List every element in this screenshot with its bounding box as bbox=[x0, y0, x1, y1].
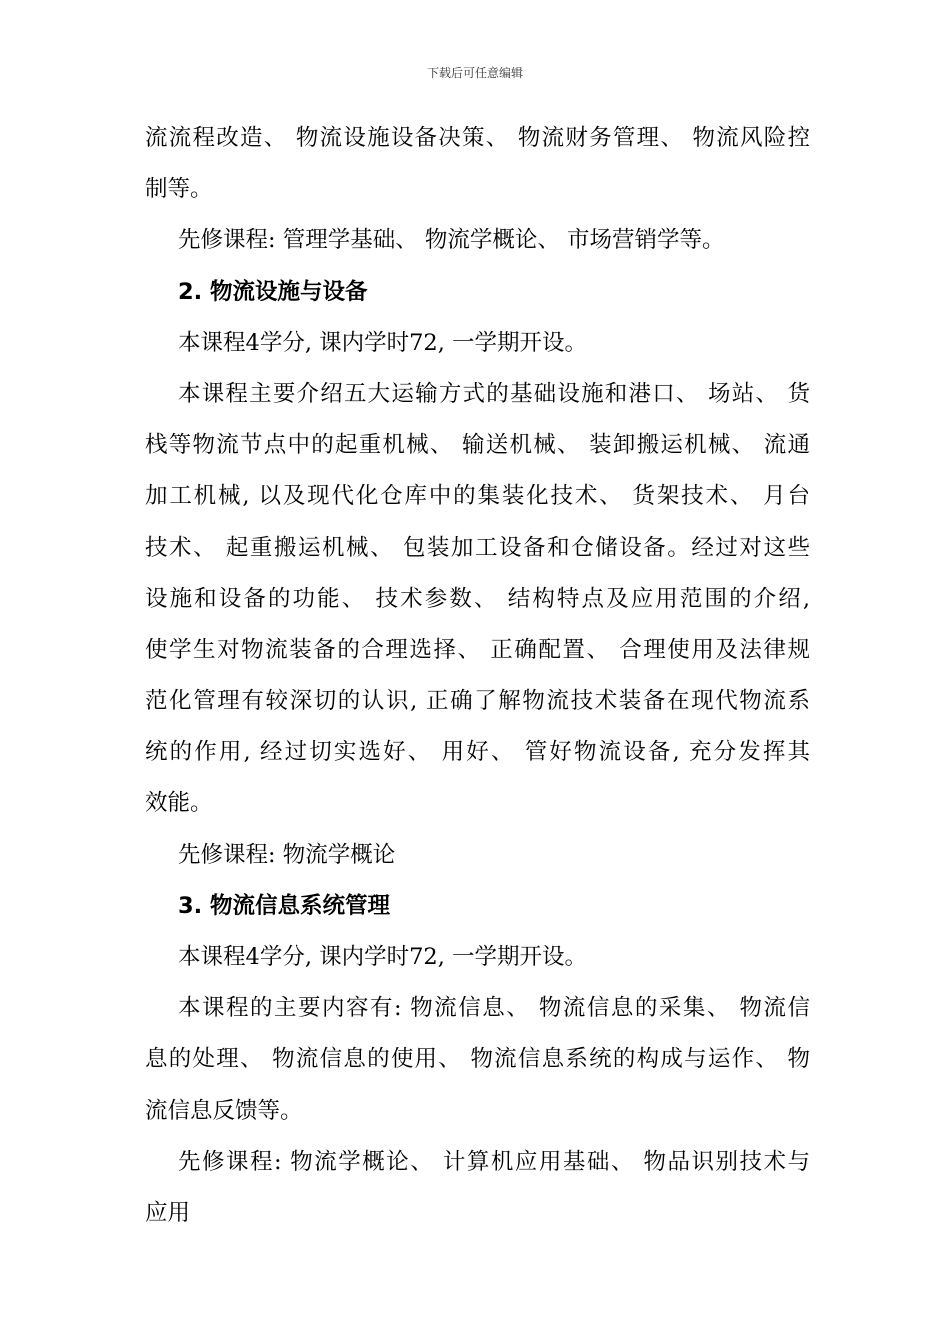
paragraph-line: 范化管理有较深切的认识, 正确了解物流技术装备在现代物流系 bbox=[145, 688, 810, 715]
paragraph-line: 制等。 bbox=[145, 176, 213, 203]
paragraph-line: 本课程主要介绍五大运输方式的基础设施和港口、 场站、 货 bbox=[178, 380, 810, 407]
paragraph-line: 息的处理、 物流信息的使用、 物流信息系统的构成与运作、 物 bbox=[145, 1046, 810, 1073]
paragraph-line: 流信息反馈等。 bbox=[145, 1097, 303, 1124]
paragraph-line: 栈等物流节点中的起重机械、 输送机械、 装卸搬运机械、 流通 bbox=[145, 432, 810, 459]
prerequisite-line: 先修课程: 物流学概论、 计算机应用基础、 物品识别技术与 bbox=[178, 1148, 810, 1175]
paragraph-line: 统的作用, 经过切实选好、 用好、 管好物流设备, 充分发挥其 bbox=[145, 739, 810, 766]
page-header: 下载后可任意编辑 bbox=[426, 66, 523, 80]
section-heading: 2. 物流设施与设备 bbox=[178, 278, 368, 305]
paragraph-line: 本课程的主要内容有: 物流信息、 物流信息的采集、 物流信 bbox=[178, 995, 810, 1022]
paragraph-line: 设施和设备的功能、 技术参数、 结构特点及应用范围的介绍, bbox=[145, 585, 810, 612]
section-heading: 3. 物流信息系统管理 bbox=[178, 892, 391, 919]
credit-line: 本课程4学分, 课内学时72, 一学期开设。 bbox=[178, 944, 588, 970]
paragraph-line: 流流程改造、 物流设施设备决策、 物流财务管理、 物流风险控 bbox=[145, 125, 810, 151]
paragraph-line: 使学生对物流装备的合理选择、 正确配置、 合理使用及法律规 bbox=[145, 636, 810, 663]
paragraph-line: 技术、 起重搬运机械、 包装加工设备和仓储设备。经过对这些 bbox=[145, 534, 810, 561]
document-body bbox=[145, 113, 810, 1239]
prerequisite-line: 先修课程: 物流学概论 bbox=[178, 841, 396, 868]
paragraph-line: 加工机械, 以及现代化仓库中的集装化技术、 货架技术、 月台 bbox=[145, 483, 810, 510]
credit-line: 本课程4学分, 课内学时72, 一学期开设。 bbox=[178, 329, 588, 356]
prerequisite-line: 先修课程: 管理学基础、 物流学概论、 市场营销学等。 bbox=[178, 227, 725, 254]
paragraph-line: 应用 bbox=[145, 1199, 191, 1226]
paragraph-line: 效能。 bbox=[145, 790, 213, 817]
